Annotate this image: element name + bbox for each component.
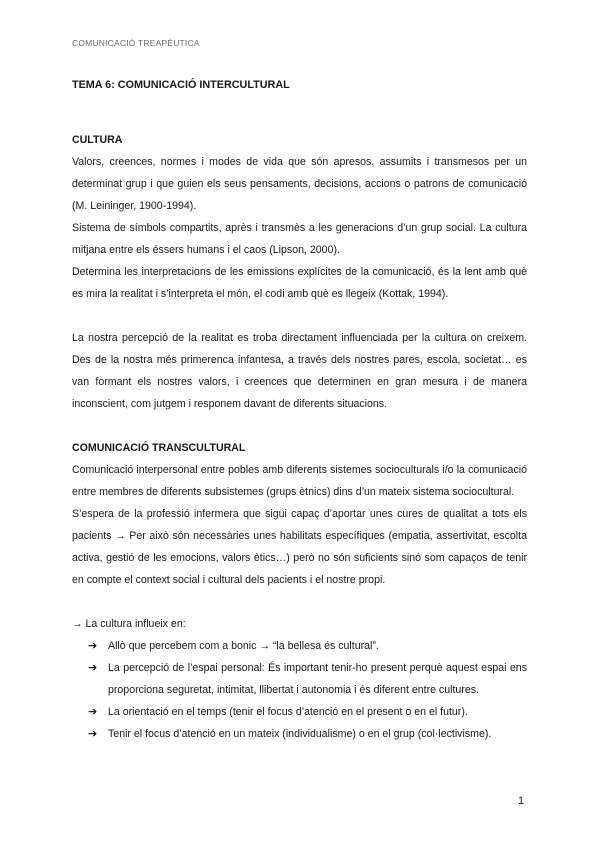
arrow-bullet-icon: ➔ bbox=[88, 728, 98, 740]
arrow-bullet-icon: ➔ bbox=[88, 662, 98, 674]
influence-intro: → La cultura influeix en: bbox=[72, 618, 186, 630]
paragraph: S’espera de la professió infermera que sigui capaç d’aportar unes cures de qualitat a tots els pacients → Per això són necessàries unes habilitats específiques (empatia, assertivitat, escolta activa, gestió de les emocions, valors ètics…) però no són suficients sinó som capaços de tenir en compte el context social i cultural dels pacients i el nostre propi. bbox=[72, 508, 527, 586]
paragraph: Sistema de símbols compartits, après i transmès a les generacions d’un grup social. La cultura mitjana entre els éssers humans i el caos (Lipson, 2000). bbox=[72, 222, 527, 256]
list-item-text: Allò que percebem com a bonic → “la bellesa és cultural”. bbox=[108, 640, 379, 652]
list-item bbox=[88, 723, 527, 745]
list-item-text: La percepció de l’espai personal: És important tenir-ho present perquè aquest espai ens proporciona seguretat, intimitat, llibertat i autonomia i és diferent entre cultures. bbox=[108, 662, 527, 696]
section-heading-comunicacio-transcultural: COMUNICACIÓ TRANSCULTURAL bbox=[72, 442, 246, 454]
list-item bbox=[88, 701, 527, 723]
document-body bbox=[72, 74, 527, 745]
paragraph: La nostra percepció de la realitat es troba directament influenciada per la cultura on creixem. Des de la nostra més primerenca infantesa, a través dels nostres pares, escola, societat… es van formant els nostres valors, i creences que determinen en gran mesura i de manera inconscient, com jutgem i responem davant de diferents situacions. bbox=[72, 332, 527, 410]
running-header: COMUNICACIÓ TREAPÈUTICA bbox=[72, 38, 200, 48]
arrow-bullet-icon: ➔ bbox=[88, 640, 98, 652]
list-item-text: La orientació en el temps (tenir el focus d’atenció en el present o en el futur). bbox=[108, 706, 468, 718]
arrow-bullet-icon: ➔ bbox=[88, 706, 98, 718]
section-heading-cultura: CULTURA bbox=[72, 134, 123, 146]
paragraph: Determina les interpretacions de les emissions explícites de la comunicació, és la lent amb què es mira la realitat i s’interpreta el món, el codi amb què es llegeix (Kottak, 1994). bbox=[72, 266, 527, 300]
list-item-text: Tenir el focus d’atenció en un mateix (individualisme) o en el grup (col·lectivisme). bbox=[108, 728, 492, 740]
influence-list bbox=[72, 635, 527, 745]
paragraph: Valors, creences, normes i modes de vida que són apresos, assumits i transmesos per un determinat grup i que guien els seus pensaments, decisions, accions o patrons de comunicació (M. Leininger, 1900-1994). bbox=[72, 156, 527, 212]
list-item bbox=[88, 635, 527, 657]
paragraph: Comunicació interpersonal entre pobles amb diferents sistemes socioculturals i/o la comunicació entre membres de diferents subsistemes (grups ètnics) dins d’un mateix sistema sociocultural. bbox=[72, 464, 527, 498]
document-title: TEMA 6: COMUNICACIÓ INTERCULTURAL bbox=[72, 79, 290, 91]
page-number: 1 bbox=[518, 795, 525, 807]
list-item bbox=[88, 657, 527, 701]
